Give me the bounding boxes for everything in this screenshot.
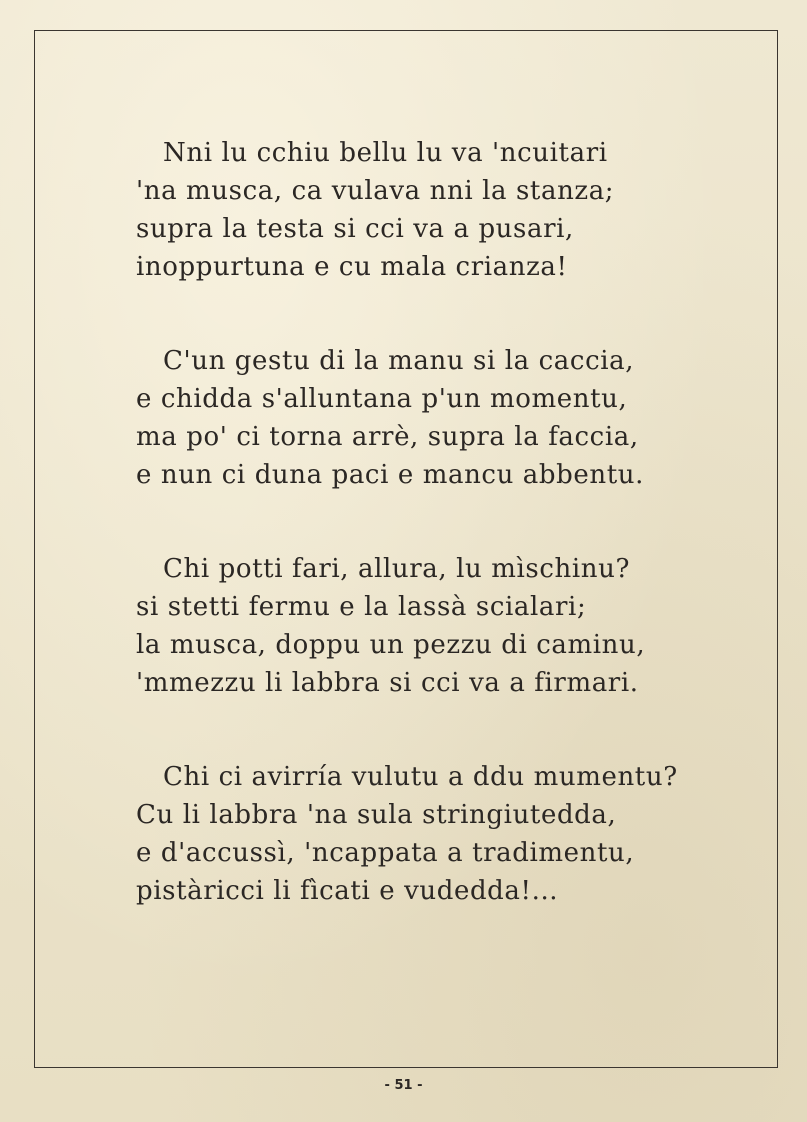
verse-line: pistàricci li fìcati e vudedda!...: [136, 876, 559, 906]
verse-line: inoppurtuna e cu mala crianza!: [136, 252, 568, 282]
verse-line: Nni lu cchiu bellu lu va 'ncuitari: [163, 138, 608, 168]
verse-line: 'mmezzu li labbra si cci va a firmari.: [136, 668, 639, 698]
verse-line: 'na musca, ca vulava nni la stanza;: [136, 176, 615, 206]
verse-line: Chi potti fari, allura, lu mìschinu?: [163, 554, 631, 584]
stanza-4: [136, 758, 696, 910]
verse-line: ma po' ci torna arrè, supra la faccia,: [136, 422, 639, 452]
verse-line: si stetti fermu e la lassà scialari;: [136, 592, 587, 622]
stanza-2: [136, 342, 696, 494]
verse-line: la musca, doppu un pezzu di caminu,: [136, 630, 646, 660]
stanza-3: [136, 550, 696, 702]
page-number: - 51 -: [384, 1078, 423, 1093]
verse-line: e d'accussì, 'ncappata a tradimentu,: [136, 838, 635, 868]
verse-line: Cu li labbra 'na sula stringiutedda,: [136, 800, 617, 830]
verse-line: C'un gestu di la manu si la caccia,: [163, 346, 635, 376]
verse-line: Chi ci avirría vulutu a ddu mumentu?: [163, 762, 678, 792]
verse-line: e chidda s'alluntana p'un momentu,: [136, 384, 628, 414]
verse-line: e nun ci duna paci e mancu abbentu.: [136, 460, 644, 490]
verse-line: supra la testa si cci va a pusari,: [136, 214, 574, 244]
poem: [136, 134, 696, 910]
stanza-1: [136, 134, 696, 286]
